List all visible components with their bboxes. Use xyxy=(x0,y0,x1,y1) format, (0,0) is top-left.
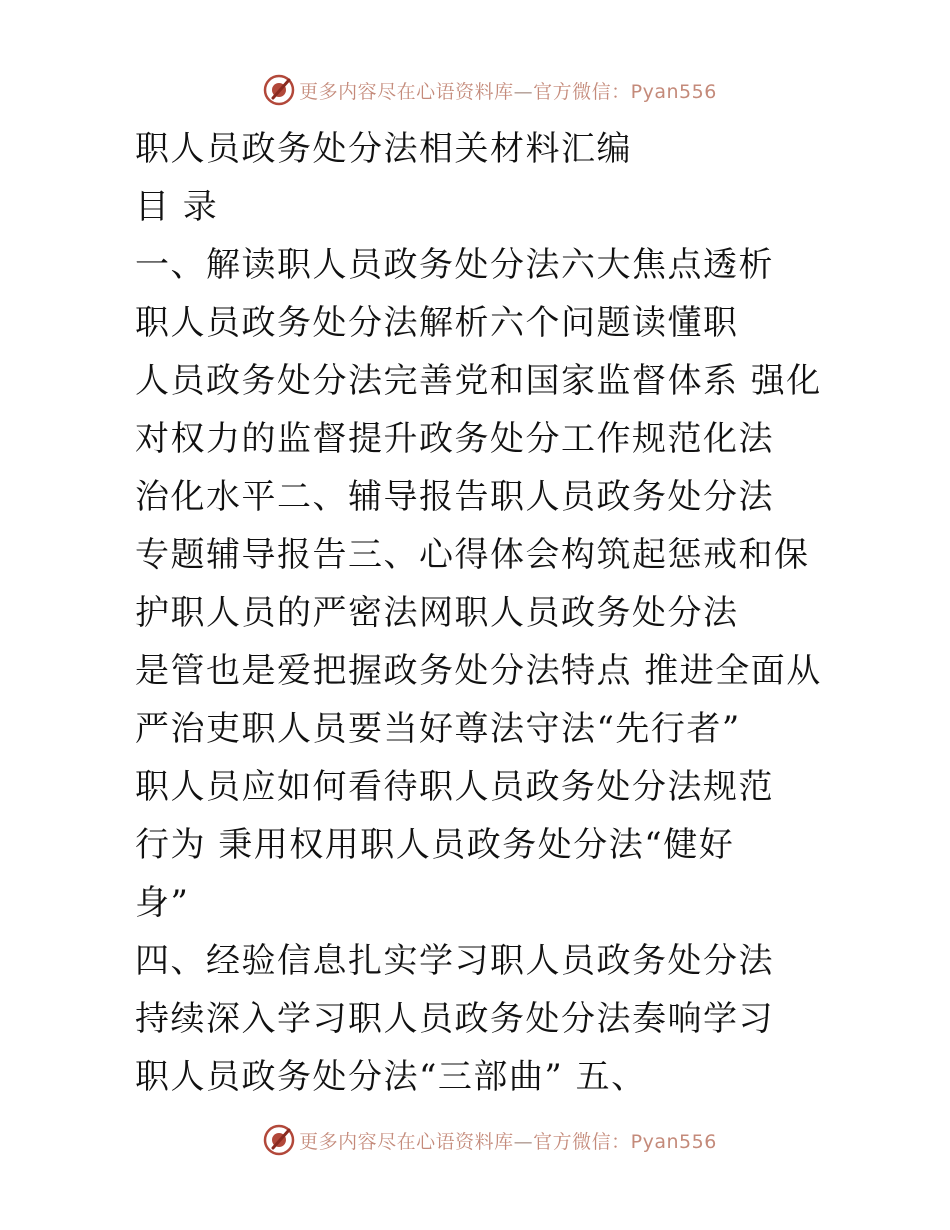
banner-dash: — xyxy=(513,80,534,103)
banner-main-text: 更多内容尽在心语资料库 xyxy=(299,1130,514,1153)
toc-line: 护职人员的严密法网职人员政务处分法 xyxy=(135,593,739,633)
toc-line: 治化水平二、辅导报告职人员政务处分法 xyxy=(135,477,774,517)
toc-line: 对权力的监督提升政务处分工作规范化法 xyxy=(135,419,774,459)
brand-logo-icon xyxy=(263,74,295,106)
footer-banner xyxy=(0,1120,950,1160)
toc-line: 是管也是爱把握政务处分法特点 推进全面从 xyxy=(135,651,822,691)
toc-line: 身” xyxy=(135,883,190,923)
header-banner xyxy=(0,70,950,110)
toc-line: 专题辅导报告三、心得体会构筑起惩戒和保 xyxy=(135,535,810,575)
banner-dash: — xyxy=(513,1130,534,1153)
toc-line: 一、解读职人员政务处分法六大焦点透析 xyxy=(135,245,774,285)
toc-line: 四、经验信息扎实学习职人员政务处分法 xyxy=(135,941,774,981)
toc-line: 行为 秉用权用职人员政务处分法“健好 xyxy=(135,825,735,865)
toc-heading: 目 录 xyxy=(135,187,219,227)
toc-line: 人员政务处分法完善党和国家监督体系 强化 xyxy=(135,361,822,401)
document-title: 职人员政务处分法相关材料汇编 xyxy=(135,129,632,169)
banner-main-text: 更多内容尽在心语资料库 xyxy=(299,80,514,103)
toc-line: 职人员应如何看待职人员政务处分法规范 xyxy=(135,767,774,807)
toc-line: 严治吏职人员要当好尊法守法“先行者” xyxy=(135,709,741,749)
toc-line: 持续深入学习职人员政务处分法奏响学习 xyxy=(135,999,774,1039)
toc-line: 职人员政务处分法解析六个问题读懂职 xyxy=(135,303,739,343)
toc-line: 职人员政务处分法“三部曲” 五、 xyxy=(135,1057,647,1097)
banner-contact-text: 官方微信：Pyan556 xyxy=(533,1130,717,1153)
banner-contact-text: 官方微信：Pyan556 xyxy=(533,80,717,103)
brand-logo-icon xyxy=(263,1124,295,1156)
document-body xyxy=(135,120,935,1106)
